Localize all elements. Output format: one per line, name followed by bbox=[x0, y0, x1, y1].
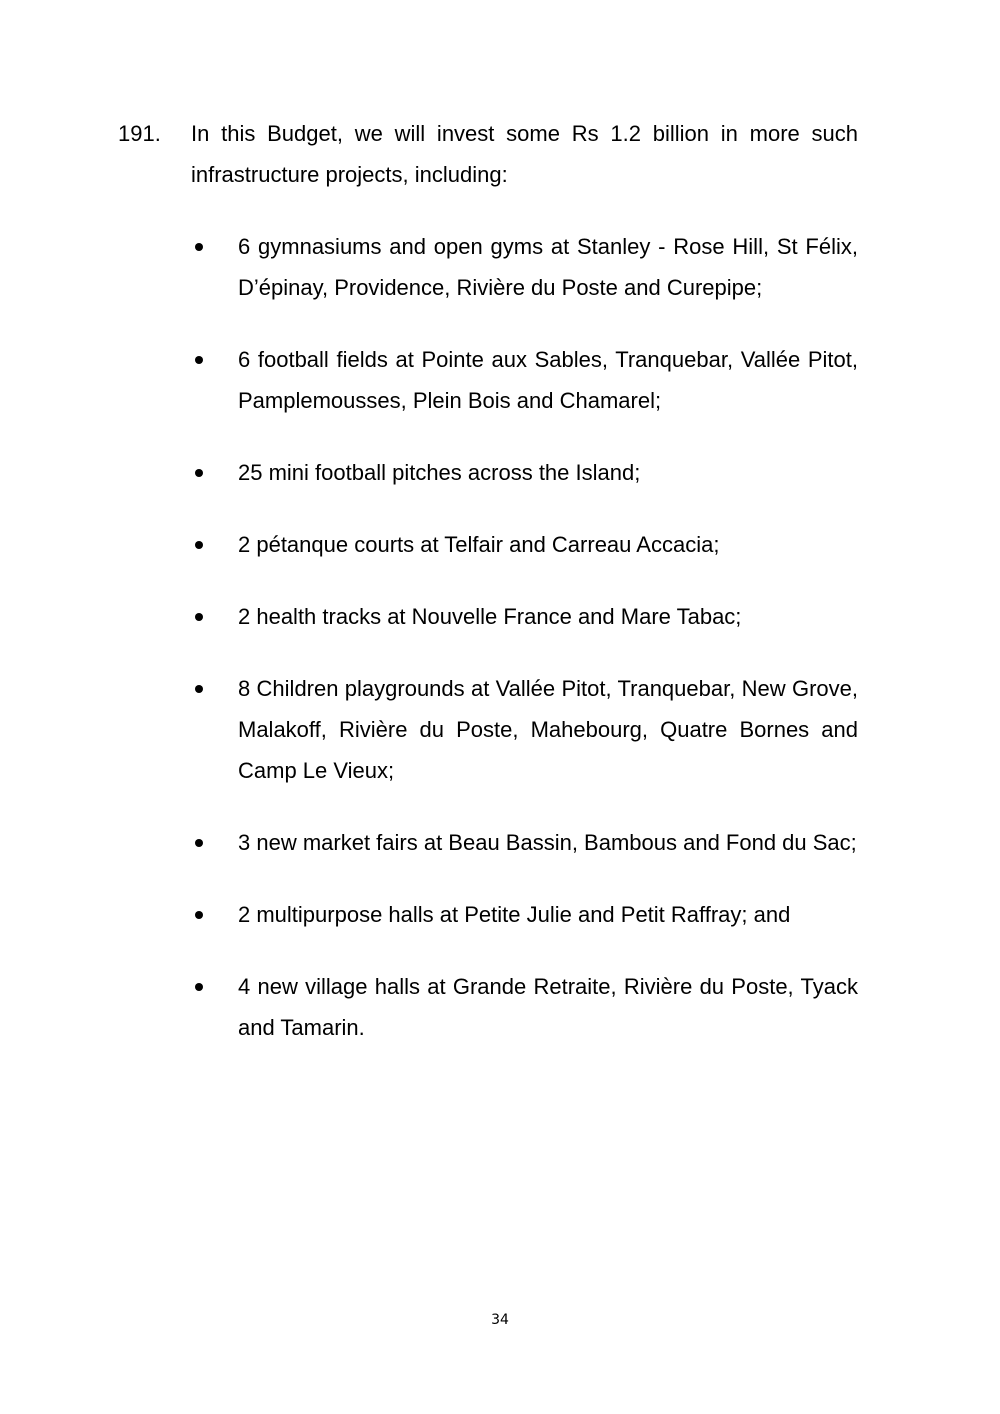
list-item bbox=[0, 452, 1000, 493]
bullet-icon bbox=[195, 911, 203, 919]
list-item-text: 3 new market fairs at Beau Bassin, Bambous and Fond du Sac; bbox=[238, 830, 857, 855]
bullet-icon bbox=[195, 839, 203, 847]
list-item-text: 6 football fields at Pointe aux Sables, Tranquebar, Vallée Pitot, Pamplemousses, Plein Bois and Chamarel; bbox=[238, 347, 858, 413]
bullet-icon bbox=[195, 243, 203, 251]
list-item-text: 2 pétanque courts at Telfair and Carreau Accacia; bbox=[238, 532, 720, 557]
bullet-icon bbox=[195, 356, 203, 364]
bullet-icon bbox=[195, 469, 203, 477]
paragraph-text: In this Budget, we will invest some Rs 1.2 billion in more such infrastructure projects, including: bbox=[191, 121, 858, 187]
list-item-text: 2 health tracks at Nouvelle France and Mare Tabac; bbox=[238, 604, 742, 629]
list-item bbox=[0, 524, 1000, 565]
list-item-text: 2 multipurpose halls at Petite Julie and Petit Raffray; and bbox=[238, 902, 791, 927]
list-item bbox=[0, 668, 1000, 791]
paragraph-number: 191. bbox=[118, 121, 161, 146]
page-number: 34 bbox=[491, 1312, 509, 1328]
bullet-icon bbox=[195, 685, 203, 693]
list-item bbox=[0, 894, 1000, 935]
list-item bbox=[0, 596, 1000, 637]
project-list bbox=[0, 226, 1000, 1079]
list-item-text: 8 Children playgrounds at Vallée Pitot, Tranquebar, New Grove, Malakoff, Rivière du Poste, Mahebourg, Quatre Bornes and Camp Le Vieux; bbox=[238, 676, 858, 783]
list-item-text: 6 gymnasiums and open gyms at Stanley - Rose Hill, St Félix, D’épinay, Providence, Rivière du Poste and Curepipe; bbox=[238, 234, 858, 300]
bullet-icon bbox=[195, 613, 203, 621]
list-item bbox=[0, 226, 1000, 308]
bullet-icon bbox=[195, 541, 203, 549]
list-item bbox=[0, 339, 1000, 421]
bullet-icon bbox=[195, 983, 203, 991]
list-item-text: 4 new village halls at Grande Retraite, Rivière du Poste, Tyack and Tamarin. bbox=[238, 974, 858, 1040]
list-item bbox=[0, 822, 1000, 863]
list-item bbox=[0, 966, 1000, 1048]
list-item-text: 25 mini football pitches across the Island; bbox=[238, 460, 641, 485]
